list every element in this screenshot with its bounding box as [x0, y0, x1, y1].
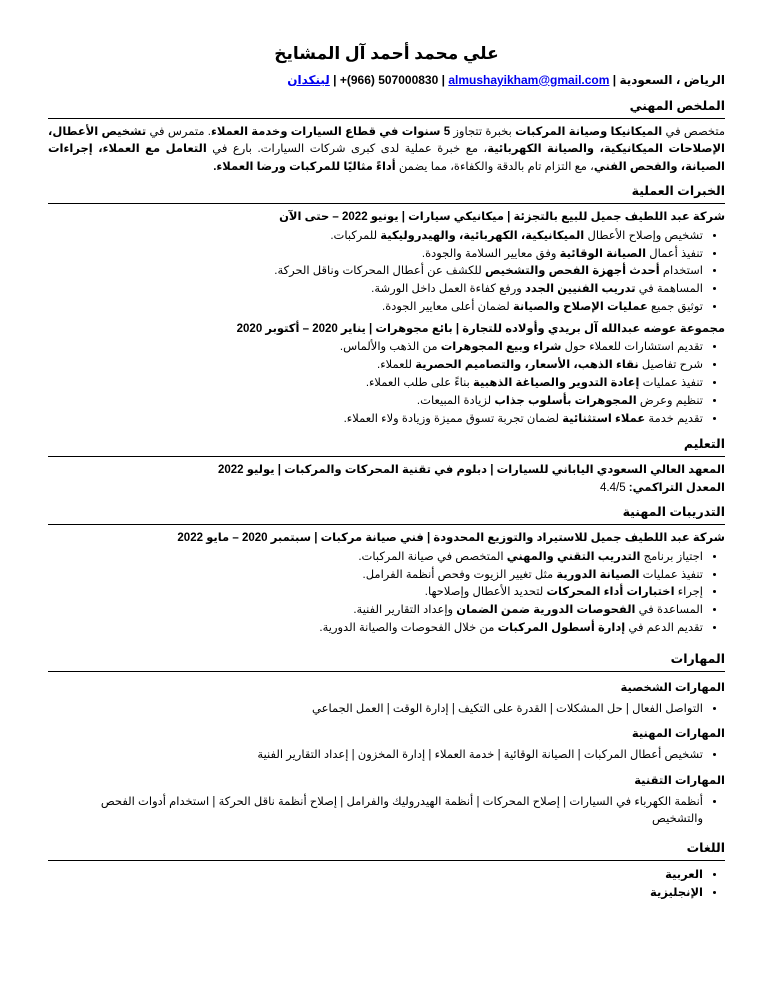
candidate-name: علي محمد أحمد آل المشايخ — [274, 44, 499, 63]
bold-text: تدريب الفنيين الجدد — [525, 283, 636, 296]
text-run: وإعداد التقارير الفنية. — [353, 604, 457, 617]
text-run: للعملاء. — [377, 359, 416, 372]
text-run: تقديم الدعم في — [625, 622, 703, 635]
bold-text: اختبارات أداء المحركات — [546, 586, 675, 599]
list-item — [48, 281, 703, 299]
text-run: للكشف عن أعطال المحركات وناقل الحركة. — [274, 265, 485, 278]
text-run: شرح تفاصيل — [638, 359, 703, 372]
text-run: تنفيذ أعمال — [646, 247, 703, 260]
bold-text: شراء وبيع المجوهرات — [440, 341, 562, 354]
list-item — [48, 299, 703, 317]
location: الرياض ، السعودية — [619, 72, 725, 87]
section-title-languages: اللغات — [686, 841, 725, 856]
text-run: بناءً على طلب العملاء. — [365, 377, 474, 390]
list-item — [48, 411, 703, 429]
separator: | — [609, 72, 617, 87]
list-item — [48, 228, 703, 246]
bold-text: نقاء الذهب، الأسعار، والتصاميم الحصرية — [415, 359, 639, 372]
section-title-training: التدريبات المهنية — [622, 504, 725, 519]
skills-group-label: المهارات التقنية — [634, 774, 725, 787]
list-item — [48, 549, 703, 567]
text-run: مثل تغيير الزيوت وفحص أنظمة الفرامل. — [362, 568, 557, 581]
job-bullets — [48, 228, 725, 317]
bold-text: الميكانيكا وصيانة المركبات — [515, 126, 663, 139]
text-run: بخبرة تتجاوز — [450, 126, 516, 139]
email-link[interactable]: almushayikham@gmail.com — [448, 72, 610, 87]
text-run: تقديم استشارات للعملاء حول — [561, 341, 703, 354]
job-heading: شركة عبد اللطيف جميل للبيع بالتجزئة | ميكانيكي سيارات | يونيو 2022 – حتى الآن — [279, 211, 725, 224]
skills-list — [48, 701, 725, 719]
text-run: تقديم خدمة — [645, 412, 703, 425]
list-item — [48, 339, 703, 357]
section-title-experience: الخبرات العملية — [631, 183, 725, 198]
text-run: لضمان أعلى معايير الجودة. — [382, 300, 513, 313]
text-run: وفق معايير السلامة والجودة. — [421, 247, 560, 260]
list-item — [48, 602, 703, 620]
list-item — [48, 393, 703, 411]
section-title-skills: المهارات — [670, 651, 725, 666]
languages-list — [48, 867, 725, 903]
education-heading: المعهد العالي السعودي الياباني للسيارات | دبلوم في تقنية المحركات والمركبات | يوليو 2022 — [217, 463, 725, 476]
bold-text: الميكانيكية، الكهربائية، والهيدروليكية — [380, 229, 585, 242]
bold-text: أحدث أجهزة الفحص والتشخيص — [484, 265, 660, 278]
bold-text: المجوهرات بأسلوب جذاب — [494, 394, 637, 407]
list-item — [48, 567, 703, 585]
bold-text: التدريب التقني والمهني — [506, 550, 641, 563]
text-run: اجتياز برنامج — [640, 550, 703, 563]
skills-group-label: المهارات الشخصية — [620, 681, 725, 694]
text-run: تنفيذ عمليات — [639, 377, 703, 390]
list-item: • أنظمة الكهرباء في السيارات | إصلاح المحركات | أنظمة الهيدروليك والفرامل | إصلاح أنظمة ناقل الحركة | استخدام أدوات الفحص والتشخيص — [48, 794, 703, 830]
text-run: ، مع خبرة عملية لدى كبرى شركات السيارات. بارع في — [206, 143, 488, 156]
bold-text: التعامل مع العملاء، إجراءات الصيانة، والفحص الفني — [48, 143, 725, 173]
text-run: ، مع التزام تام بالدقة والكفاءة، مما يضمن — [395, 160, 594, 173]
list-item: • العربية — [48, 867, 703, 885]
bold-text: عملاء استثنائية — [562, 412, 646, 425]
text-run: لضمان تجربة تسوق مميزة وزيادة ولاء العملاء. — [343, 412, 563, 425]
bold-text: عمليات الإصلاح والصيانة — [512, 300, 648, 313]
text-run: تنفيذ عمليات — [639, 568, 703, 581]
text-run: تشخيص وإصلاح الأعطال — [584, 229, 703, 242]
section-title-summary: الملخص المهني — [629, 99, 725, 114]
list-item: • التواصل الفعال | حل المشكلات | القدرة على التكيف | إدارة الوقت | العمل الجماعي — [48, 701, 703, 719]
section-divider — [48, 671, 725, 672]
text-run: المساهمة في — [635, 283, 703, 296]
section-divider — [48, 524, 725, 525]
text-run: من الذهب والألماس. — [339, 341, 441, 354]
separator: | — [438, 72, 445, 87]
list-item — [48, 246, 703, 264]
text-run: . متمرس في — [146, 126, 211, 139]
list-item: • الإنجليزية — [48, 885, 703, 903]
skills-group-label: المهارات المهنية — [631, 728, 725, 741]
section-divider — [48, 860, 725, 861]
bold-text: تشخيص الأعطال، الإصلاحات الميكانيكية، والصيانة الكهربائية — [48, 126, 726, 156]
section-divider — [48, 203, 725, 204]
text-run: المتخصص في صيانة المركبات. — [358, 550, 507, 563]
bold-text: الصيانة الوقائية — [559, 247, 647, 260]
text-run: لتحديد الأعطال وإصلاحها. — [424, 586, 547, 599]
training-heading: شركة عبد اللطيف جميل للاستيراد والتوزيع المحدودة | فني صيانة مركبات | سبتمبر 2020 – مايو 2022 — [177, 532, 725, 545]
gpa-line — [70, 480, 725, 497]
text-run: ورفع كفاءة العمل داخل الورشة. — [371, 283, 525, 296]
text-run: متخصص في — [662, 126, 725, 139]
gpa-label: المعدل التراكمي: — [628, 482, 725, 495]
text-run: تنظيم وعرض — [636, 394, 703, 407]
job-heading: مجموعة عوضه عبدالله آل بريدي وأولاده للتجارة | بائع مجوهرات | يناير 2020 – أكتوبر 2020 — [236, 322, 725, 335]
section-divider — [48, 456, 725, 457]
list-item — [48, 375, 703, 393]
contact-line — [48, 72, 725, 89]
bold-text: الصيانة الدورية — [556, 568, 640, 581]
text-run: إجراء — [674, 586, 703, 599]
list-item — [48, 357, 703, 375]
phone-number: +(966) 507000830 — [339, 72, 439, 87]
text-run: للمركبات. — [330, 229, 381, 242]
list-item — [48, 263, 703, 281]
separator: | — [329, 72, 337, 87]
bold-text: إعادة التدوير والصياغة الذهبية — [473, 377, 640, 390]
linkedin-link[interactable]: لينكدان — [287, 72, 330, 87]
skills-list — [48, 794, 725, 830]
list-item — [48, 584, 703, 602]
list-item — [48, 620, 703, 638]
text-run: توثيق جميع — [647, 300, 703, 313]
text-run: لزيادة المبيعات. — [416, 394, 495, 407]
skills-list — [48, 747, 725, 765]
section-title-education: التعليم — [683, 436, 725, 451]
list-item: • تشخيص أعطال المركبات | الصيانة الوقائية | خدمة العملاء | إدارة المخزون | إعداد التقارير الفنية — [48, 747, 703, 765]
bold-text: إدارة أسطول المركبات — [497, 622, 626, 635]
bold-text: 5 سنوات في قطاع السيارات وخدمة العملاء — [210, 126, 451, 139]
job-bullets — [48, 339, 725, 428]
bold-text: أداءً مثاليًا للمركبات ورضا العملاء. — [213, 160, 396, 173]
gpa-value: 4.4/5 — [600, 482, 626, 495]
text-run: استخدام — [659, 265, 703, 278]
summary-text — [48, 124, 725, 176]
text-run: من خلال الفحوصات والصيانة الدورية. — [319, 622, 498, 635]
training-bullets — [48, 549, 725, 638]
text-run: المساعدة في — [635, 604, 703, 617]
section-divider — [48, 118, 725, 119]
bold-text: الفحوصات الدورية ضمن الضمان — [456, 604, 636, 617]
